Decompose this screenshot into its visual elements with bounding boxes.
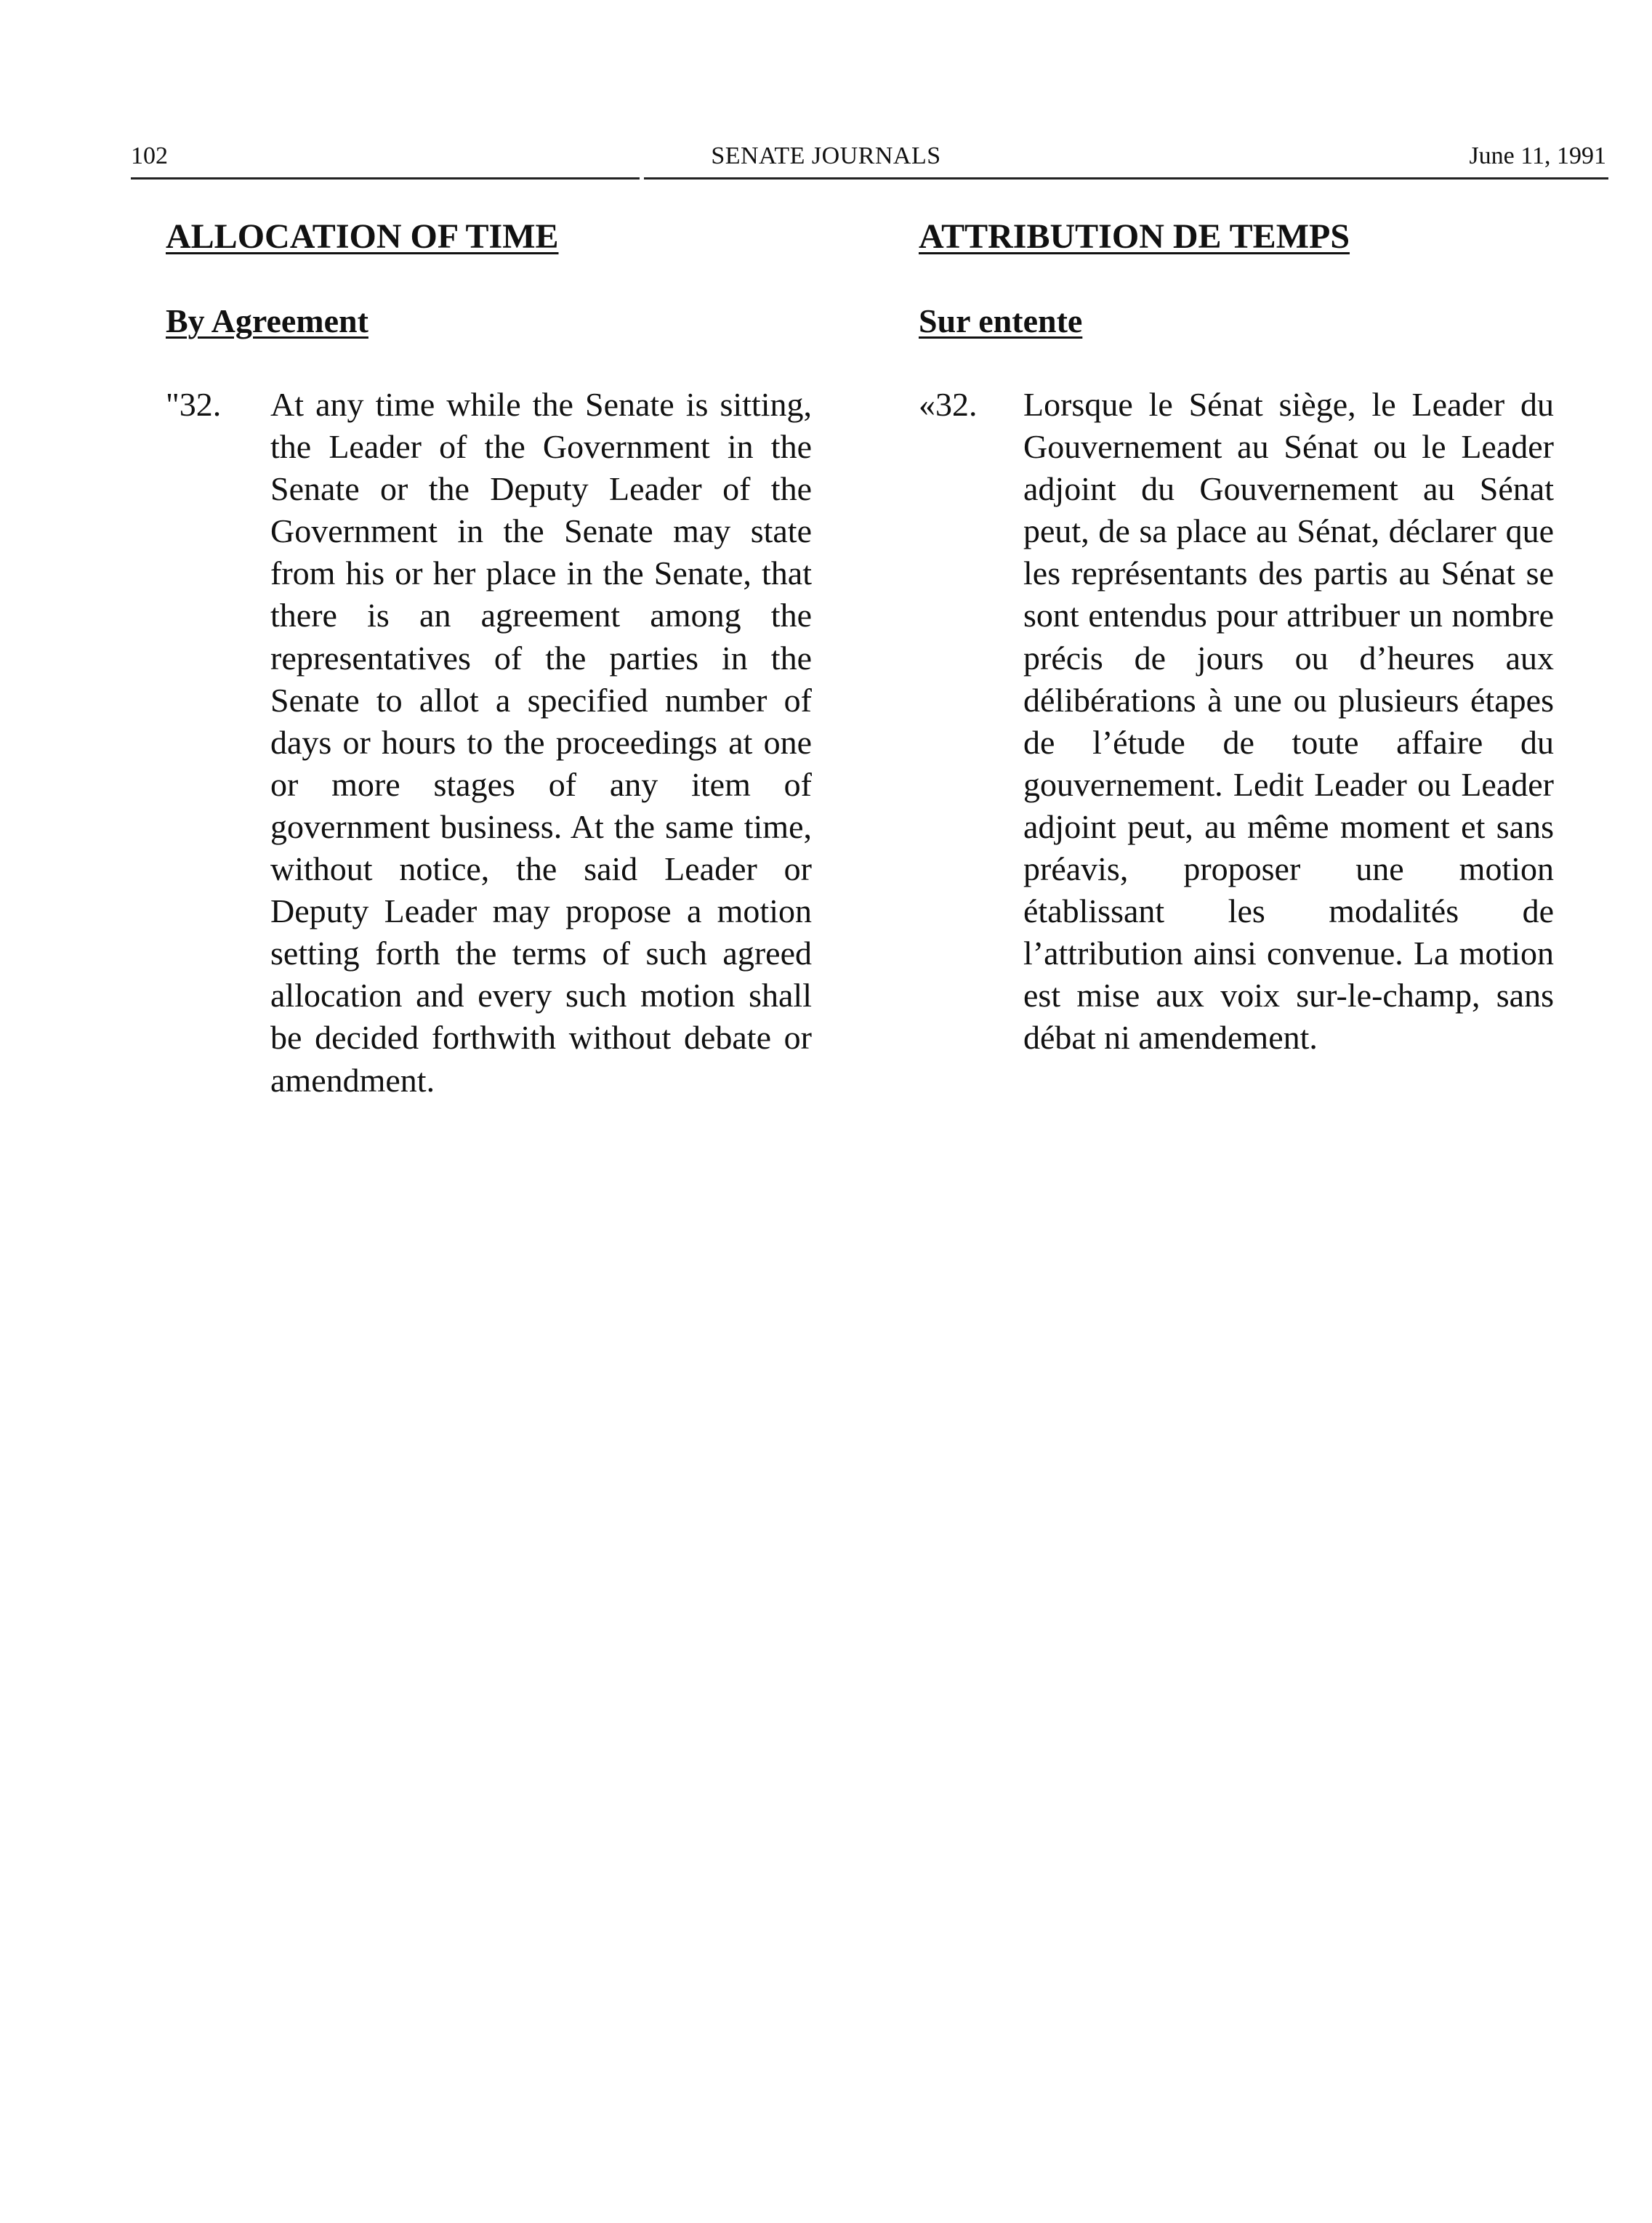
header-rule-left — [131, 177, 640, 179]
english-rule-number: "32. — [166, 386, 222, 423]
english-column — [166, 215, 820, 1099]
french-subheading: Sur entente — [919, 302, 1083, 339]
french-column — [919, 215, 1573, 1057]
english-heading: ALLOCATION OF TIME — [166, 217, 559, 256]
french-rule-text: Lorsque le Sénat siège, le Leader du Gouvernement au Sénat ou le Leader adjoint du Gouvernement au Sénat peut, de sa place au Sénat, déclarer que les représentants des partis au Sénat se sont entendus pour attribuer un nombre précis de jours ou d’heures aux délibérations à une ou plusieurs étapes de l’étude de toute affaire du gouvernement. Ledit Leader ou Leader adjoint peut, au même moment et sans préavis, proposer une motion établissant les modalités de l’attribution ainsi convenue. La motion est mise aux voix sur-le-champ, sans débat ni amendement. — [1023, 386, 1554, 1057]
header-rule-right — [644, 177, 1608, 179]
page-number: 102 — [131, 142, 168, 169]
french-heading: ATTRIBUTION DE TEMPS — [919, 217, 1350, 256]
english-subheading: By Agreement — [166, 302, 368, 339]
page-date: June 11, 1991 — [1469, 142, 1606, 169]
running-title: SENATE JOURNALS — [711, 142, 941, 169]
french-rule-number: «32. — [919, 386, 978, 423]
english-rule-text: At any time while the Senate is sitting, the Leader of the Government in the Senate or the Deputy Leader of the Government in the Senate may state from his or her place in the Senate, that there is an agreement among the representatives of the parties in the Senate to allot a specified number of days or hours to the proceedings at one or more stages of any item of government business. At the same time, without notice, the said Leader or Deputy Leader may propose a motion setting forth the terms of such agreed allocation and every such motion shall be decided forthwith without debate or amendment. — [270, 386, 812, 1099]
